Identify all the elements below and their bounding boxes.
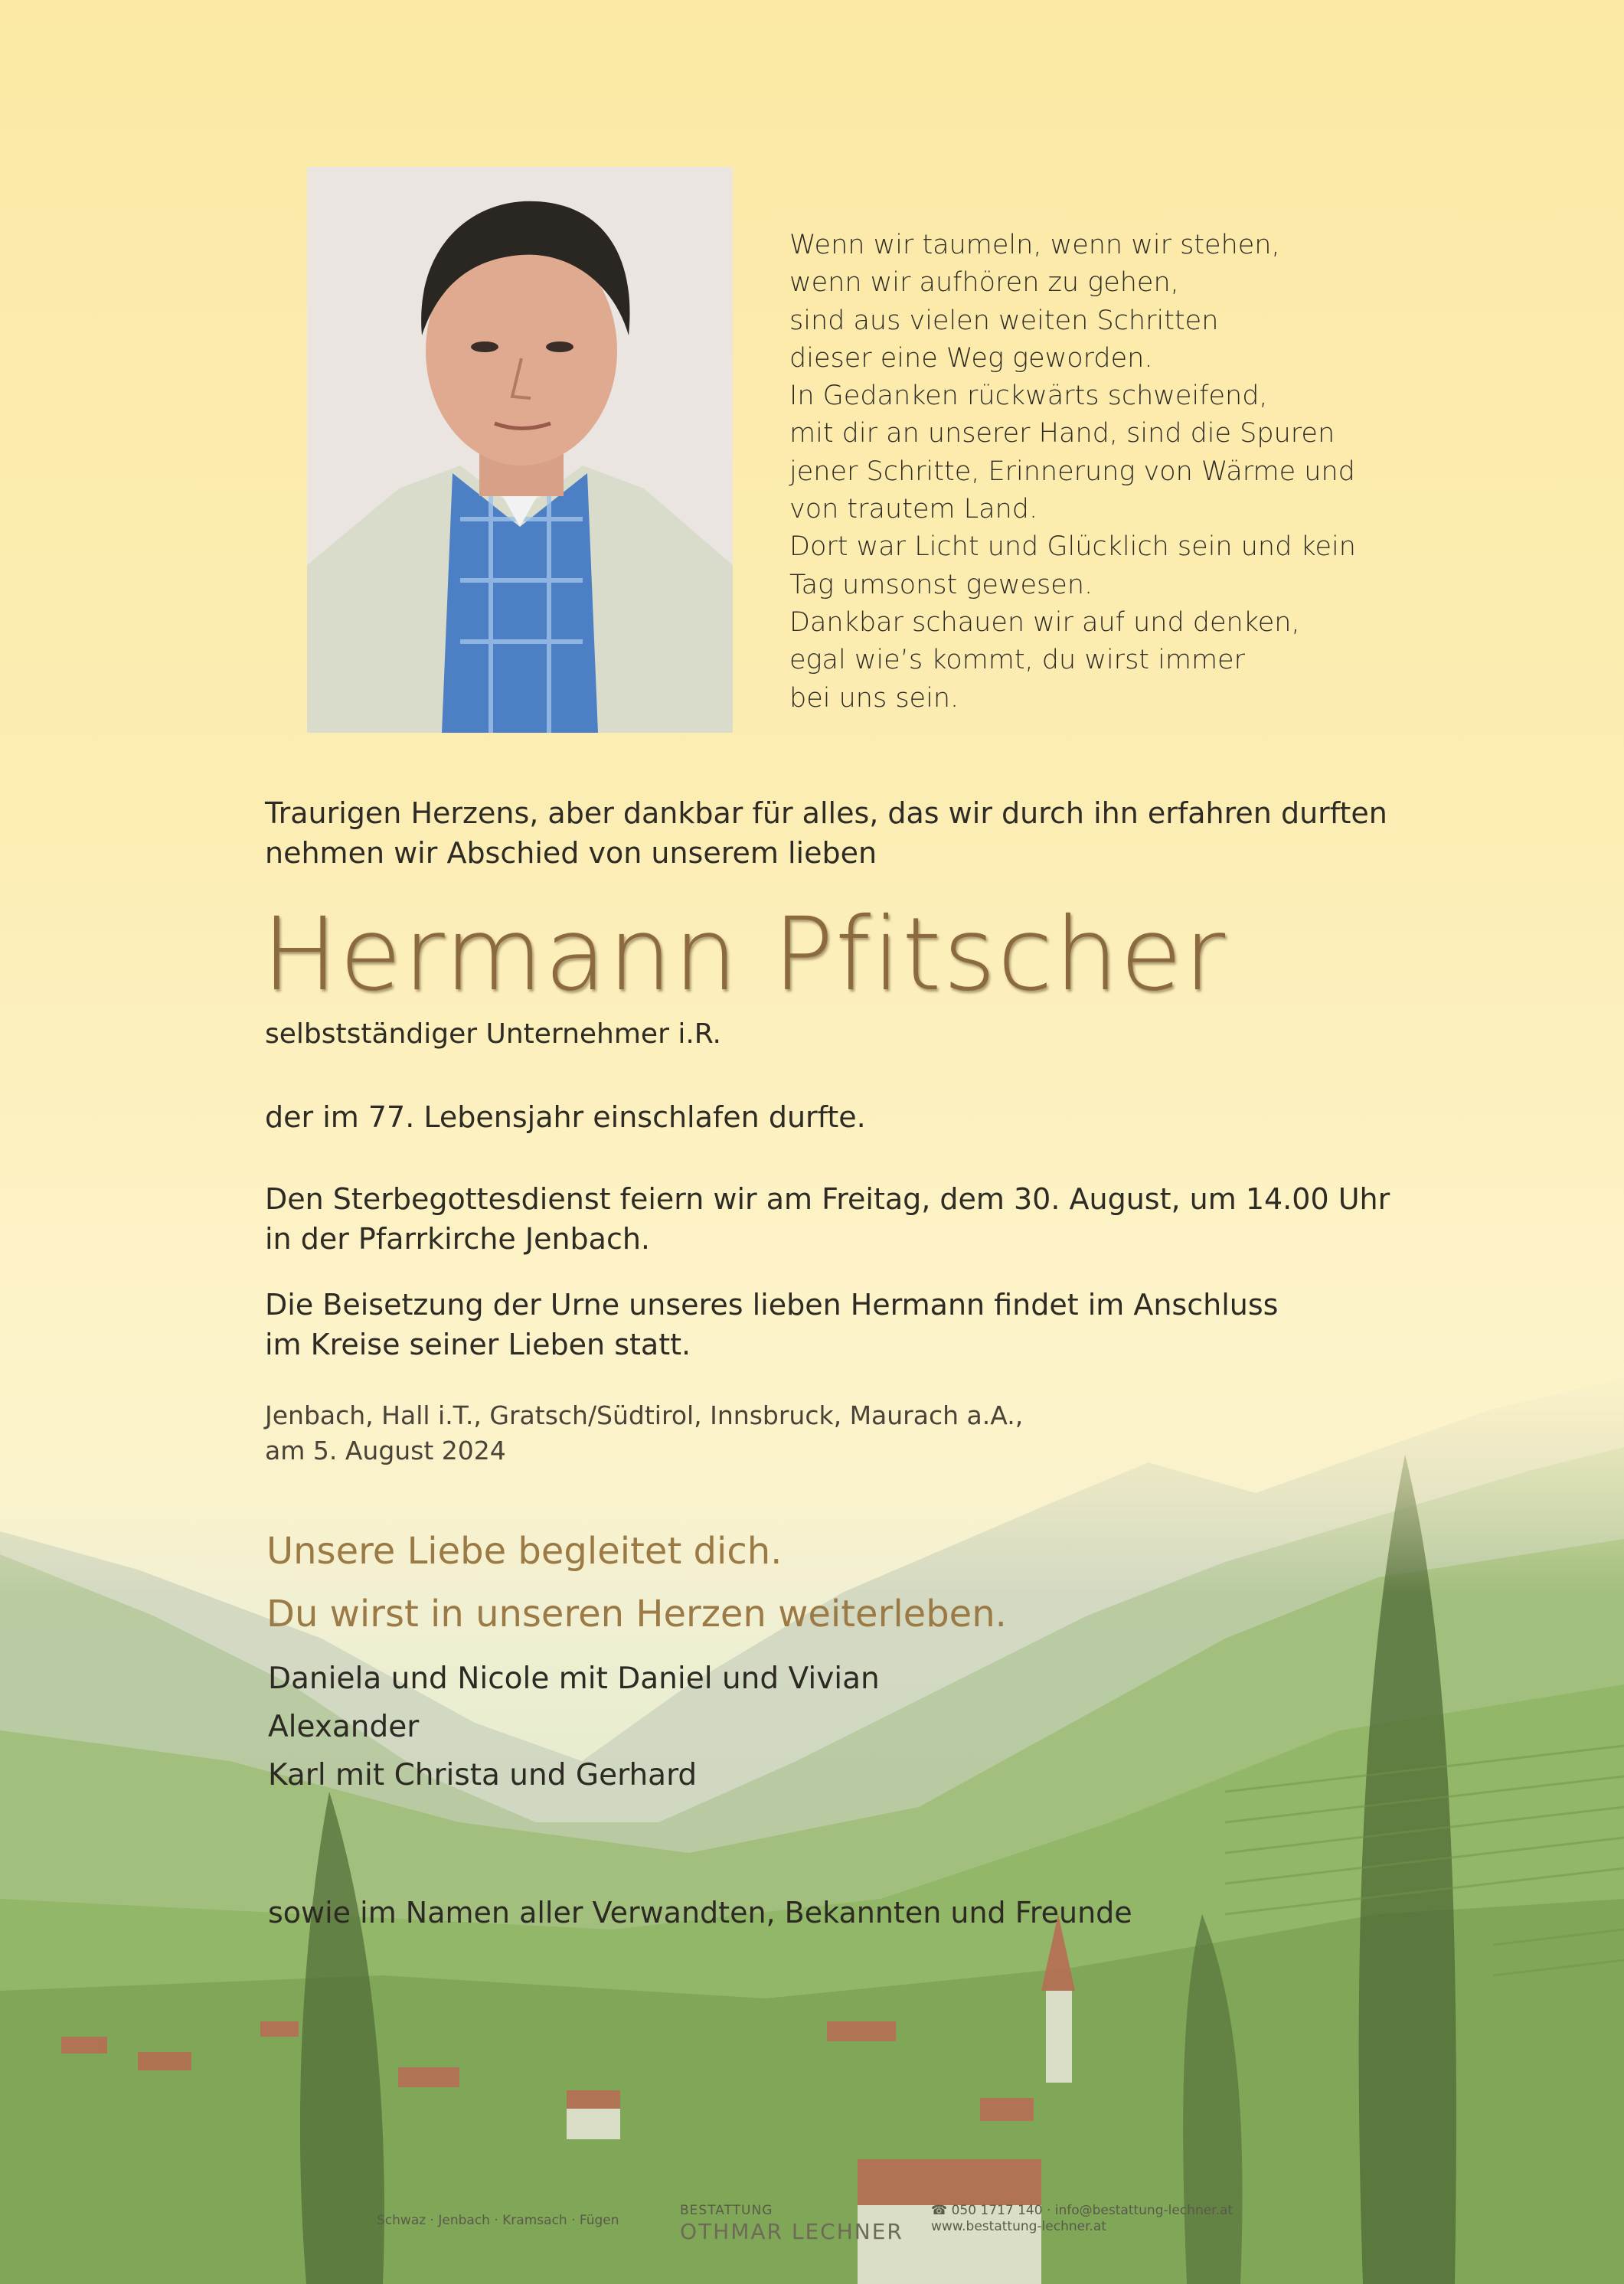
poem-line: egal wie’s kommt, du wirst immer xyxy=(789,645,1245,676)
date-line: am 5. August 2024 xyxy=(265,1436,506,1465)
footer-brand-name: OTHMAR LECHNER xyxy=(680,2219,903,2244)
intro-text xyxy=(265,793,1387,873)
age-line: der im 77. Lebensjahr einschlafen durfte. xyxy=(265,1100,866,1134)
poem-line: dieser eine Weg geworden. xyxy=(789,342,1153,374)
poem-line: jener Schritte, Erinnerung von Wärme und xyxy=(789,456,1355,487)
poem-line: wenn wir aufhören zu gehen, xyxy=(789,267,1179,299)
mourner-line: Alexander xyxy=(268,1710,420,1744)
quote-line: Du wirst in unseren Herzen weiterleben. xyxy=(266,1593,1007,1635)
poem-line: sind aus vielen weiten Schritten xyxy=(789,305,1219,336)
poem-line: Dankbar schauen wir auf und denken, xyxy=(789,606,1300,638)
intro-line: Traurigen Herzens, aber dankbar für alles, das wir durch ihn erfahren durften xyxy=(265,796,1387,830)
place-date xyxy=(265,1398,1023,1469)
service-info xyxy=(265,1179,1390,1259)
burial-line: im Kreise seiner Lieben statt. xyxy=(265,1328,691,1361)
burial-line: Die Beisetzung der Urne unseres lieben Hermann findet im Anschluss xyxy=(265,1288,1279,1322)
portrait-illustration xyxy=(307,167,733,733)
poem-line: In Gedanken rückwärts schweifend, xyxy=(789,381,1268,412)
poem xyxy=(789,227,1371,717)
service-line: Den Sterbegottesdienst feiern wir am Freitag, dem 30. August, um 14.00 Uhr xyxy=(265,1182,1390,1216)
mourner-line: Karl mit Christa und Gerhard xyxy=(268,1758,698,1792)
service-line: in der Pfarrkirche Jenbach. xyxy=(265,1222,650,1256)
footer-locations: Schwaz · Jenbach · Kramsach · Fügen xyxy=(377,2213,619,2228)
portrait-photo xyxy=(307,167,733,733)
deceased-name: Hermann Pfitscher xyxy=(262,896,1227,1014)
poem-line: bei uns sein. xyxy=(789,682,959,714)
burial-info xyxy=(265,1285,1278,1364)
poem-line: von trautem Land. xyxy=(789,494,1038,525)
occupation: selbstständiger Unternehmer i.R. xyxy=(265,1018,721,1050)
poem-line: Wenn wir taumeln, wenn wir stehen, xyxy=(789,230,1280,260)
poem-line: Dort war Licht und Glücklich sein und kein xyxy=(789,531,1356,563)
footer-brand-label: BESTATTUNG xyxy=(680,2203,773,2218)
intro-line: nehmen wir Abschied von unserem lieben xyxy=(265,836,877,870)
closing-line: sowie im Namen aller Verwandten, Bekannten und Freunde xyxy=(268,1896,1132,1929)
poem-line: Tag umsonst gewesen. xyxy=(789,569,1093,600)
poem-line: mit dir an unserer Hand, sind die Spuren xyxy=(789,418,1335,449)
mourner-line: Daniela und Nicole mit Daniel und Vivian xyxy=(268,1662,880,1696)
footer-contact[interactable]: ☎ 050 1717 140 · info@bestattung-lechner.at xyxy=(931,2203,1234,2218)
landscape-illustration xyxy=(0,1363,1624,2284)
place-line: Jenbach, Hall i.T., Gratsch/Südtirol, Innsbruck, Maurach a.A., xyxy=(265,1400,1024,1430)
footer-website-link[interactable]: www.bestattung-lechner.at xyxy=(931,2219,1107,2234)
quote-line: Unsere Liebe begleitet dich. xyxy=(266,1530,783,1573)
